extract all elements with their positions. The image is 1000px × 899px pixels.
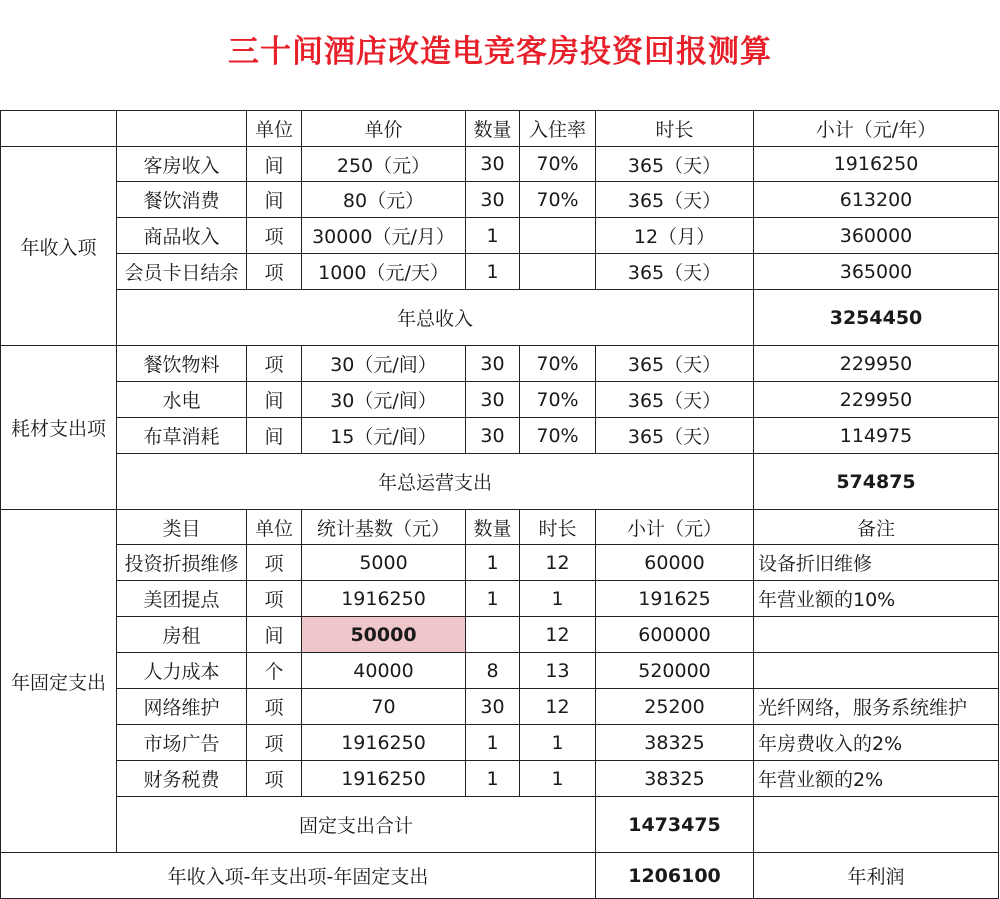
table-cell: 70%	[520, 346, 596, 382]
table-row	[1, 653, 999, 689]
table-cell: 38325	[596, 725, 754, 761]
table-cell: 人力成本	[117, 653, 247, 689]
table-cell: 1916250	[754, 147, 999, 182]
table-row	[1, 218, 999, 254]
revenue-section-label: 年收入项	[1, 147, 117, 346]
header-cell: 小计（元）	[596, 510, 754, 545]
table-cell: 30（元/间）	[302, 382, 466, 418]
table-cell: 70%	[520, 182, 596, 218]
expense-total-value: 574875	[754, 454, 999, 510]
revenue-total-label: 年总收入	[117, 290, 754, 346]
table-cell: 投资折损维修	[117, 545, 247, 581]
table-cell	[754, 617, 999, 653]
table-cell: 会员卡日结余	[117, 254, 247, 290]
table-cell: 12	[520, 689, 596, 725]
header-cell: 数量	[466, 111, 520, 147]
table-cell: 1	[520, 725, 596, 761]
table-cell: 项	[247, 725, 302, 761]
table-cell: 114975	[754, 418, 999, 454]
table-cell: 38325	[596, 761, 754, 797]
table-cell: 30	[466, 147, 520, 182]
table-cell: 70%	[520, 418, 596, 454]
table-cell: 项	[247, 218, 302, 254]
fixed-total-value: 1473475	[596, 797, 754, 853]
table-cell: 光纤网络，服务系统维护	[754, 689, 999, 725]
table-cell: 年营业额的10%	[754, 581, 999, 617]
table-cell: 70%	[520, 147, 596, 182]
table-row	[1, 182, 999, 218]
header-cell: 单价	[302, 111, 466, 147]
table-cell: 项	[247, 581, 302, 617]
expense-section-label: 耗材支出项	[1, 346, 117, 510]
table-cell: 8	[466, 653, 520, 689]
revenue-total-row	[1, 290, 999, 346]
table-cell: 年房费收入的2%	[754, 725, 999, 761]
table-row	[1, 418, 999, 454]
fixed-section-label: 年固定支出	[1, 510, 117, 853]
table-cell: 520000	[596, 653, 754, 689]
table-cell: 365（天）	[596, 346, 754, 382]
table-cell: 30	[466, 346, 520, 382]
table-cell: 个	[247, 653, 302, 689]
table-cell: 1000（元/天）	[302, 254, 466, 290]
table-cell: 项	[247, 545, 302, 581]
table-cell: 30	[466, 689, 520, 725]
expense-total-label: 年总运营支出	[117, 454, 754, 510]
table-cell: 设备折旧维修	[754, 545, 999, 581]
table-cell: 餐饮物料	[117, 346, 247, 382]
table-cell	[466, 617, 520, 653]
table-row	[1, 617, 999, 653]
table-row	[1, 545, 999, 581]
table-cell: 12（月）	[596, 218, 754, 254]
table-row	[1, 254, 999, 290]
table-cell: 1	[520, 581, 596, 617]
table-cell: 客房收入	[117, 147, 247, 182]
table-cell: 15（元/间）	[302, 418, 466, 454]
table-cell: 365（天）	[596, 418, 754, 454]
profit-label: 年利润	[754, 853, 999, 899]
highlighted-cell: 50000	[302, 617, 466, 653]
header-cell: 数量	[466, 510, 520, 545]
table-cell: 70%	[520, 382, 596, 418]
header-cell: 单位	[247, 111, 302, 147]
table-row	[1, 147, 999, 182]
table-cell: 250（元）	[302, 147, 466, 182]
table-cell: 1	[466, 254, 520, 290]
investment-return-table	[0, 110, 999, 899]
table-cell: 25200	[596, 689, 754, 725]
revenue-total-value: 3254450	[754, 290, 999, 346]
table-cell: 水电	[117, 382, 247, 418]
table-cell: 1	[520, 761, 596, 797]
table-row	[1, 382, 999, 418]
table-row	[1, 346, 999, 382]
table-cell: 1	[466, 218, 520, 254]
table-cell: 商品收入	[117, 218, 247, 254]
profit-value: 1206100	[596, 853, 754, 899]
table-cell: 5000	[302, 545, 466, 581]
table-cell	[520, 218, 596, 254]
table-cell: 市场广告	[117, 725, 247, 761]
header-cell: 小计（元/年）	[754, 111, 999, 147]
table-cell: 12	[520, 545, 596, 581]
table-row	[1, 761, 999, 797]
table-cell: 12	[520, 617, 596, 653]
table-cell: 间	[247, 182, 302, 218]
fixed-total-label: 固定支出合计	[117, 797, 596, 853]
table-cell: 365（天）	[596, 182, 754, 218]
table-cell: 600000	[596, 617, 754, 653]
table-cell: 1916250	[302, 581, 466, 617]
table-cell: 229950	[754, 382, 999, 418]
table-cell	[520, 254, 596, 290]
profit-row	[1, 853, 999, 899]
header-cell: 统计基数（元）	[302, 510, 466, 545]
table-cell: 30	[466, 418, 520, 454]
table-cell: 间	[247, 147, 302, 182]
header-cell: 备注	[754, 510, 999, 545]
table-cell: 30	[466, 382, 520, 418]
expense-total-row	[1, 454, 999, 510]
table-cell: 365（天）	[596, 382, 754, 418]
header-cell: 时长	[520, 510, 596, 545]
table-row	[1, 725, 999, 761]
header-cell: 入住率	[520, 111, 596, 147]
table-row	[1, 581, 999, 617]
table-cell: 项	[247, 761, 302, 797]
header-cell	[117, 111, 247, 147]
table-cell: 美团提点	[117, 581, 247, 617]
header-cell	[1, 111, 117, 147]
table-cell: 30（元/间）	[302, 346, 466, 382]
table-row	[1, 689, 999, 725]
fixed-total-row	[1, 797, 999, 853]
table-cell: 项	[247, 346, 302, 382]
table-cell: 布草消耗	[117, 418, 247, 454]
table-cell: 13	[520, 653, 596, 689]
profit-formula: 年收入项-年支出项-年固定支出	[1, 853, 596, 899]
table-cell: 项	[247, 689, 302, 725]
table-cell: 1	[466, 761, 520, 797]
table-cell	[754, 653, 999, 689]
page-title: 三十间酒店改造电竞客房投资回报测算	[228, 34, 772, 70]
table-cell: 60000	[596, 545, 754, 581]
header-cell: 单位	[247, 510, 302, 545]
table-cell: 项	[247, 254, 302, 290]
table-cell: 360000	[754, 218, 999, 254]
table-cell: 间	[247, 418, 302, 454]
table-cell: 191625	[596, 581, 754, 617]
revenue-header-row	[1, 111, 999, 147]
table-cell: 365（天）	[596, 147, 754, 182]
table-cell: 1	[466, 581, 520, 617]
fixed-header-row	[1, 510, 999, 545]
header-cell: 类目	[117, 510, 247, 545]
table-cell: 财务税费	[117, 761, 247, 797]
table-cell: 1	[466, 725, 520, 761]
table-cell: 房租	[117, 617, 247, 653]
table-cell: 30	[466, 182, 520, 218]
table-cell	[754, 797, 999, 853]
table-cell: 网络维护	[117, 689, 247, 725]
table-cell: 80（元）	[302, 182, 466, 218]
table-cell: 613200	[754, 182, 999, 218]
header-cell: 时长	[596, 111, 754, 147]
table-cell: 1916250	[302, 761, 466, 797]
table-cell: 229950	[754, 346, 999, 382]
table-cell: 间	[247, 617, 302, 653]
table-cell: 1916250	[302, 725, 466, 761]
table-cell: 30000（元/月）	[302, 218, 466, 254]
table-cell: 40000	[302, 653, 466, 689]
table-cell: 70	[302, 689, 466, 725]
table-cell: 1	[466, 545, 520, 581]
table-cell: 餐饮消费	[117, 182, 247, 218]
table-cell: 间	[247, 382, 302, 418]
table-cell: 365000	[754, 254, 999, 290]
table-cell: 365（天）	[596, 254, 754, 290]
table-cell: 年营业额的2%	[754, 761, 999, 797]
